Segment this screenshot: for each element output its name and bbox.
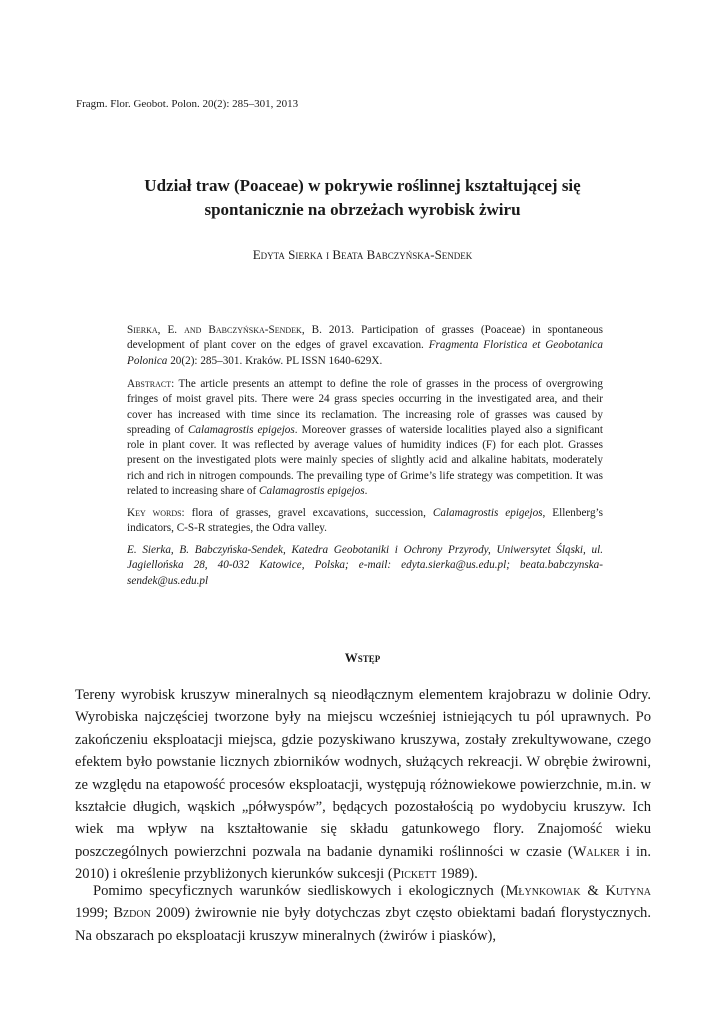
- keywords-text-2: , Ellenberg’s indicators, C-S-R strategies, the Odra valley.: [127, 507, 604, 535]
- abstract-text-3: .: [364, 485, 368, 498]
- section-heading-wstep: Wstęp: [344, 650, 381, 665]
- body-paragraph-1: [75, 684, 651, 886]
- citation-text-2: 20(2): 285–301. Kraków. PL ISSN 1640-629X.: [170, 354, 383, 367]
- citation-journal: Fragmenta Floristica et Geobotanica Polonica: [127, 339, 603, 367]
- citation-authors: Sierka, E. and Babczyńska-Sendek: [127, 324, 302, 336]
- para2-cite-kutyna: Kutyna: [605, 883, 651, 899]
- keywords-text-1: flora of grasses, gravel excavations, succession,: [191, 507, 426, 519]
- abstract-species-2: Calamagrostis epigejos: [259, 485, 365, 498]
- citation-text-1: , B. 2013. Participation of grasses (Poaceae) in spontaneous development of plant cover on the edges of gravel excavation.: [127, 324, 603, 352]
- para2-cite-mlynkowiak: Młynkowiak: [505, 883, 581, 899]
- para2-text-1: Pomimo specyficznych warunków siedliskowych i ekologicznych (: [93, 883, 506, 899]
- para2-cite-bzdon: Bzdon: [113, 905, 151, 922]
- keywords-species: Calamagrostis epigejos: [432, 507, 543, 519]
- abstract-species-1: Calamagrostis epigejos: [187, 423, 295, 436]
- para1-text-3: 1989).: [436, 866, 478, 883]
- abstract-label: Abstract:: [127, 378, 175, 390]
- abstract-block: [127, 377, 603, 499]
- para1-cite-walker: Walker: [572, 843, 620, 860]
- article-title: [70, 174, 655, 222]
- keywords-label: Key words:: [127, 507, 185, 519]
- para2-text-3: 1999;: [75, 905, 114, 922]
- abstract-text-2: . Moreover grasses of waterside localities played also a significant role in plant cover. It was reflected by average values of humidity indices (F) for each plot. Grasses present on the investigated plots were mainly species of slightly acid and alkaline habitats, moderately rich and rich in nitrogen compounds. The prevailing type of Grime’s life strategy was competition. It was related to increasing share of: [127, 423, 604, 498]
- body-paragraph-2: [75, 880, 651, 947]
- para2-text-4: 2009) żwirownie nie były dotychczas zbyt często obiektami badań florystycznych. Na obszarach po eksploatacji kruszyw mineralnych (żwirów i piasków),: [75, 905, 652, 944]
- abstract-text-1: The article presents an attempt to define the role of grasses in the process of overgrowing fringes of moist gravel pits. There were 24 grass species occurring in the investigated area, and their cover has increased with time since its reclamation. The increasing role of grasses was caused by spreading of: [127, 378, 603, 436]
- author-affiliation: E. Sierka, B. Babczyńska-Sendek, Katedra Geobotaniki i Ochrony Przyrody, Uniwersytet Śląski, ul. Jagiellońska 28, 40-032 Katowice, Polska; e-mail: edyta.sierka@us.edu.pl; beata.babczynska-sendek@us.edu.pl: [127, 544, 603, 587]
- para1-text-1: Tereny wyrobisk kruszyw mineralnych są nieodłącznym elementem krajobrazu w dolinie Odry. Wyrobiska najczęściej tworzone były na miejscu wcześniej istniejących tu pól uprawnych. Po zakończeniu eksploatacji miejsca, gdzie pozyskiwano kruszywa, zostały zrekultywowane, czego efektem było powstanie licznych zbiorników wodnych, służących rekreacji. W obrębie żwirowni, ze względu na etapowość procesów eksploatacji, występują różnowiekowe powierzchnie, m.in. w kształcie długich, wąskich „półwyspów”, będących pozostałością po wydobyciu kruszyw. Ich wiek ma wpływ na kształtowanie się składu gatunkowego flory. Znajomość wieku poszczególnych powierzchni pozwala na badanie dynamiki roślinności w czasie (: [75, 687, 651, 860]
- para2-text-2: &: [580, 883, 606, 899]
- journal-reference: Fragm. Flor. Geobot. Polon. 20(2): 285–301, 2013: [76, 98, 299, 110]
- para1-cite-pickett: Pickett: [392, 866, 437, 883]
- article-authors: Edyta Sierka i Beata Babczyńska-Sendek: [252, 247, 473, 262]
- citation-block: [127, 323, 603, 369]
- title-line-1: Udział traw (Poaceae) w pokrywie roślinnej kształtującej się: [144, 176, 581, 195]
- para1-text-2: i in. 2010) i określenie przybliżonych kierunków sukcesji (: [75, 843, 651, 883]
- title-line-2: spontanicznie na obrzeżach wyrobisk żwiru: [204, 200, 521, 219]
- keywords-block: [127, 506, 603, 537]
